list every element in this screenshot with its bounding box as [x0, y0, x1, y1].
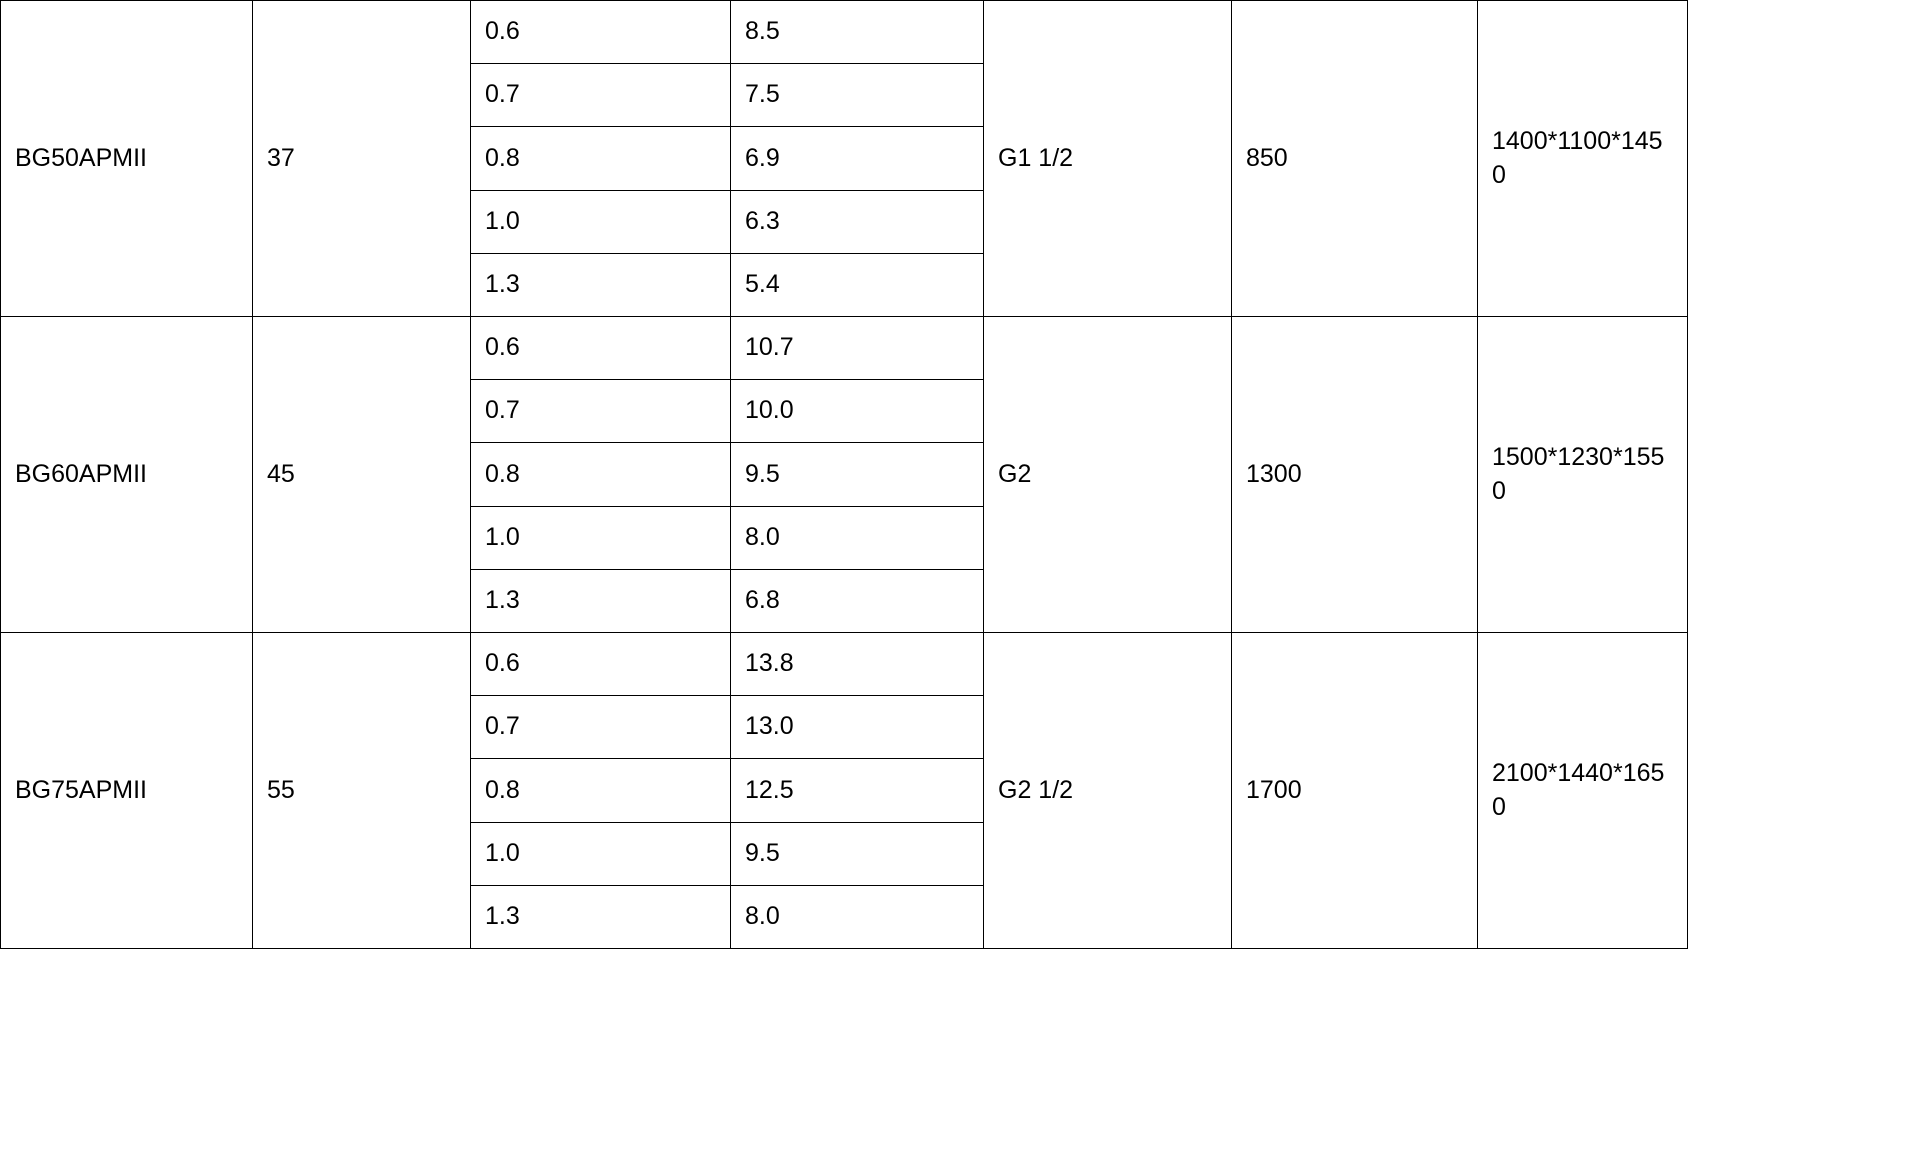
- cell-pressure: 0.7: [471, 696, 731, 759]
- cell-pressure: 0.7: [471, 380, 731, 443]
- cell-flow: 6.3: [731, 190, 984, 253]
- cell-power: 37: [253, 1, 471, 317]
- cell-pressure: 1.0: [471, 190, 731, 253]
- cell-flow: 8.0: [731, 885, 984, 948]
- cell-pressure: 1.3: [471, 885, 731, 948]
- cell-pressure: 0.7: [471, 64, 731, 127]
- cell-pressure: 0.6: [471, 1, 731, 64]
- cell-flow: 10.7: [731, 317, 984, 380]
- cell-model: BG75APMII: [1, 633, 253, 949]
- cell-flow: 5.4: [731, 253, 984, 316]
- cell-flow: 8.5: [731, 1, 984, 64]
- cell-outlet: G2 1/2: [984, 633, 1232, 949]
- cell-dimensions: 1400*1100*1450: [1478, 1, 1688, 317]
- cell-pressure: 0.6: [471, 633, 731, 696]
- cell-pressure: 1.3: [471, 253, 731, 316]
- cell-flow: 6.9: [731, 127, 984, 190]
- cell-pressure: 1.0: [471, 506, 731, 569]
- cell-flow: 9.5: [731, 443, 984, 506]
- cell-flow: 12.5: [731, 759, 984, 822]
- cell-dimensions: 1500*1230*1550: [1478, 317, 1688, 633]
- cell-power: 45: [253, 317, 471, 633]
- cell-weight: 1700: [1232, 633, 1478, 949]
- cell-flow: 10.0: [731, 380, 984, 443]
- cell-weight: 850: [1232, 1, 1478, 317]
- cell-flow: 13.8: [731, 633, 984, 696]
- cell-pressure: 0.6: [471, 317, 731, 380]
- cell-pressure: 0.8: [471, 759, 731, 822]
- cell-flow: 13.0: [731, 696, 984, 759]
- cell-flow: 9.5: [731, 822, 984, 885]
- cell-pressure: 1.0: [471, 822, 731, 885]
- cell-model: BG60APMII: [1, 317, 253, 633]
- cell-weight: 1300: [1232, 317, 1478, 633]
- cell-outlet: G1 1/2: [984, 1, 1232, 317]
- table-row: [1, 633, 1688, 696]
- cell-pressure: 1.3: [471, 569, 731, 632]
- cell-outlet: G2: [984, 317, 1232, 633]
- cell-model: BG50APMII: [1, 1, 253, 317]
- table-row: [1, 317, 1688, 380]
- cell-flow: 7.5: [731, 64, 984, 127]
- cell-flow: 6.8: [731, 569, 984, 632]
- table-body: [1, 1, 1688, 949]
- cell-pressure: 0.8: [471, 127, 731, 190]
- cell-pressure: 0.8: [471, 443, 731, 506]
- table-row: [1, 1, 1688, 64]
- cell-flow: 8.0: [731, 506, 984, 569]
- cell-dimensions: 2100*1440*1650: [1478, 633, 1688, 949]
- cell-power: 55: [253, 633, 471, 949]
